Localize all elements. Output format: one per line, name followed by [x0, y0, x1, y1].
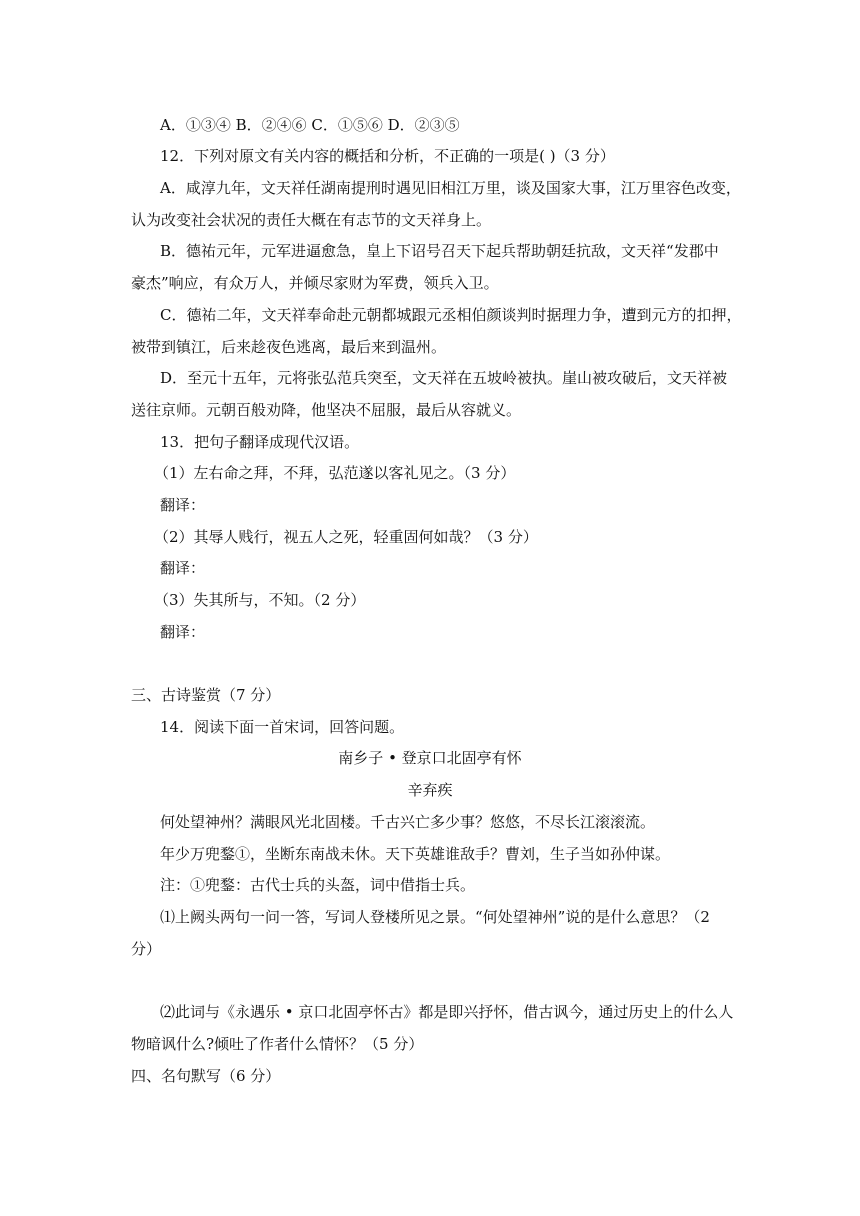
q12-option-b-line1: B．德祐元年，元军进逼愈急，皇上下诏号召天下起兵帮助朝廷抗敌，文天祥“发郡中 — [160, 242, 719, 260]
q12-stem: 12．下列对原文有关内容的概括和分析，不正确的一项是( )（3 分） — [160, 147, 615, 165]
q12-option-a-line2: 认为改变社会状况的责任大概在有志节的文天祥身上。 — [131, 211, 492, 229]
q12-option-a-line1: A．咸淳九年，文天祥任湖南提刑时遇见旧相江万里，谈及国家大事，江万里容色改变， — [160, 179, 741, 197]
q13-sentence-3: （3）失其所与，不知。（2 分） — [154, 591, 366, 609]
q14-part2-line1: ⑵此词与《永遇乐 • 京口北固亭怀古》都是即兴抒怀，借古讽今，通过历史上的什么人 — [160, 1003, 734, 1021]
poem-line-2: 年少万兜鍪①，坐断东南战未休。天下英雄谁敌手？曹刘，生子当如孙仲谋。 — [160, 845, 671, 863]
q14-stem: 14．阅读下面一首宋词，回答问题。 — [160, 718, 405, 736]
poem-note: 注：①兜鍪：古代士兵的头盔，词中借指士兵。 — [160, 876, 476, 894]
poem-line-1: 何处望神州？满眼风光北固楼。千古兴亡多少事？悠悠，不尽长江滚滚流。 — [160, 813, 656, 831]
q12-option-c-line1: C．德祐二年，文天祥奉命赴元朝都城跟元丞相伯颜谈判时据理力争，遭到元方的扣押， — [160, 306, 742, 324]
section-4-heading: 四、名句默写（6 分） — [131, 1067, 281, 1085]
q12-option-d-line1: D．至元十五年，元将张弘范兵突至，文天祥在五坡岭被执。崖山被攻破后，文天祥被 — [160, 369, 728, 387]
q14-part2-line2: 物暗讽什么?倾吐了作者什么情怀？（5 分） — [131, 1035, 424, 1053]
q14-part1-line1: ⑴上阙头两句一问一答，写词人登楼所见之景。“何处望神州”说的是什么意思？（2 — [160, 908, 710, 926]
q13-sentence-2: （2）其辱人贱行，视五人之死，轻重固何如哉？（3 分） — [154, 528, 538, 546]
poem-author: 辛弃疾 — [407, 781, 453, 799]
q13-translation-label-2: 翻译： — [160, 559, 206, 577]
q11-options: A．①③④ B．②④⑥ C．①⑤⑥ D．②③⑤ — [160, 116, 460, 134]
q12-option-c-line2: 被带到镇江，后来趁夜色逃离，最后来到温州。 — [131, 338, 447, 356]
poem-title: 南乡子 • 登京口北固亭有怀 — [338, 749, 522, 767]
q12-option-b-line2: 豪杰”响应，有众万人，并倾尽家财为军费，领兵入卫。 — [131, 274, 499, 292]
q13-sentence-1: （1）左右命之拜，不拜，弘范遂以客礼见之。（3 分） — [154, 464, 516, 482]
q12-option-d-line2: 送往京师。元朝百般劝降，他坚决不屈服，最后从容就义。 — [131, 401, 522, 419]
section-3-heading: 三、古诗鉴赏（7 分） — [131, 686, 281, 704]
q13-translation-label-3: 翻译： — [160, 623, 206, 641]
q13-stem: 13．把句子翻译成现代汉语。 — [160, 433, 360, 451]
q14-part1-line2: 分） — [131, 940, 162, 958]
q13-translation-label-1: 翻译： — [160, 496, 206, 514]
